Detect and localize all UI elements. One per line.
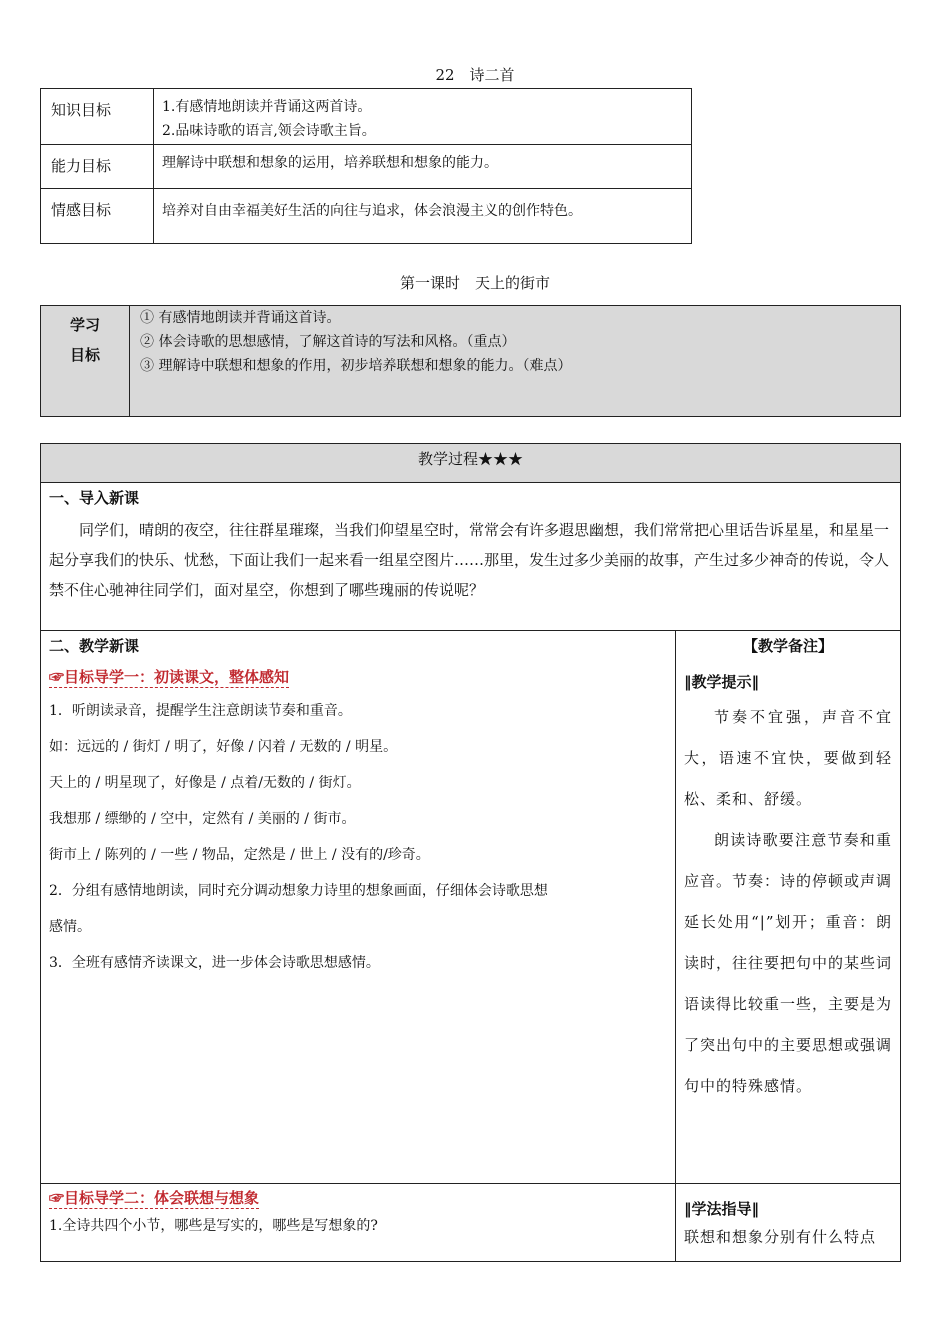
- method-text: 联想和想象分别有什么特点: [684, 1228, 877, 1246]
- objective-row-knowledge: [41, 89, 692, 145]
- objective-label: 能力目标: [41, 145, 154, 189]
- notes-header: 【教学备注】: [742, 637, 833, 655]
- process-header: 教学过程★★★: [41, 444, 901, 483]
- guide-one-link[interactable]: ☞目标导学一：初读课文，整体感知: [49, 668, 290, 686]
- new-lesson-title: 二、教学新课: [49, 637, 140, 655]
- new-lesson-section: [41, 631, 676, 1184]
- intro-title: 一、导入新课: [49, 489, 140, 507]
- study-goals-label: [41, 306, 130, 417]
- objective-content: [154, 189, 692, 244]
- study-goal-item: ② 体会诗歌的思想感情，了解这首诗的写法和风格。（重点）: [140, 334, 516, 350]
- lesson-title: 22 诗二首: [435, 66, 515, 84]
- objective-content: [154, 89, 692, 145]
- lesson-line: 3．全班有感情齐读课文，进一步体会诗歌思想感情。: [49, 955, 380, 971]
- objective-label: 情感目标: [41, 189, 154, 244]
- period-title: 第一课时 天上的街市: [399, 274, 550, 292]
- lesson-line: 1.全诗共四个小节，哪些是写实的，哪些是写想象的?: [49, 1218, 378, 1234]
- study-goals-table: [40, 305, 901, 417]
- tip-paragraph: 朗读诗歌要注意节奏和重应音。节奏：诗的停顿或声调延长处用“|”划开；重音：朗读时，往往要把句中的某些词语读得比较重一些，主要是为了突出句中的主要思想或强调句中的特殊感情。: [684, 831, 893, 1095]
- objective-label: 知识目标: [41, 89, 154, 145]
- intro-text: 同学们，晴朗的夜空，往往群星璀璨，当我们仰望星空时，常常会有许多遐思幽想，我们常常把心里话告诉星星，和星星一起分享我们的快乐、忧愁，下面让我们一起来看一组星空图片……那里，发生过多少美丽的故事，产生过多少神奇的传说，令人禁不住心驰神往同学们，面对星空，你想到了哪些瑰丽的传说呢？: [49, 521, 890, 599]
- study-goals-label-line: 学习: [69, 316, 100, 334]
- objective-row-ability: [41, 145, 692, 189]
- study-goals-label-line: 目标: [69, 346, 100, 364]
- objective-line: 培养对自由幸福美好生活的向往与追求，体会浪漫主义的创作特色。: [162, 203, 582, 219]
- objective-line: 1.有感情地朗读并背诵这两首诗。: [162, 99, 372, 115]
- teaching-process-table: [40, 443, 901, 1262]
- objective-line: 理解诗中联想和想象的运用，培养联想和想象的能力。: [162, 155, 498, 171]
- lesson-line: 天上的 / 明星现了，好像是 / 点着/无数的 / 街灯。: [49, 775, 361, 791]
- tip-paragraph: 节奏不宜强，声音不宜大，语速不宜快，要做到轻松、柔和、舒缓。: [684, 708, 892, 808]
- objective-line: 2.品味诗歌的语言,领会诗歌主旨。: [162, 123, 376, 139]
- objective-content: [154, 145, 692, 189]
- lesson-line: 街市上 / 陈列的 / 一些 / 物品，定然是 / 世上 / 没有的/珍奇。: [49, 847, 430, 863]
- lesson-line: 1．听朗读录音，提醒学生注意朗读节奏和重音。: [49, 703, 352, 719]
- study-goal-item: ③ 理解诗中联想和想象的作用，初步培养联想和想象的能力。（难点）: [140, 358, 572, 374]
- lesson-line: 2．分组有感情地朗读，同时充分调动想象力诗里的想象画面，仔细体会诗歌思想: [49, 883, 548, 899]
- guide-two-section: [41, 1184, 676, 1262]
- method-notes: [676, 1184, 901, 1262]
- objectives-table: [40, 88, 692, 244]
- method-title: ‖学法指导‖: [684, 1200, 760, 1218]
- teaching-notes: [676, 631, 901, 1184]
- study-goal-item: ① 有感情地朗读并背诵这首诗。: [140, 310, 341, 326]
- lesson-line: 感情。: [49, 919, 91, 935]
- objective-row-emotion: [41, 189, 692, 244]
- lesson-line: 如：远远的 / 街灯 / 明了，好像 / 闪着 / 无数的 / 明星。: [49, 739, 398, 755]
- study-goals-content: [130, 306, 901, 417]
- lesson-line: 我想那 / 缥缈的 / 空中，定然有 / 美丽的 / 街市。: [49, 811, 356, 827]
- intro-section: [41, 483, 901, 631]
- tip-title: ‖教学提示‖: [684, 673, 760, 691]
- guide-two-link[interactable]: ☞目标导学二：体会联想与想象: [49, 1189, 260, 1207]
